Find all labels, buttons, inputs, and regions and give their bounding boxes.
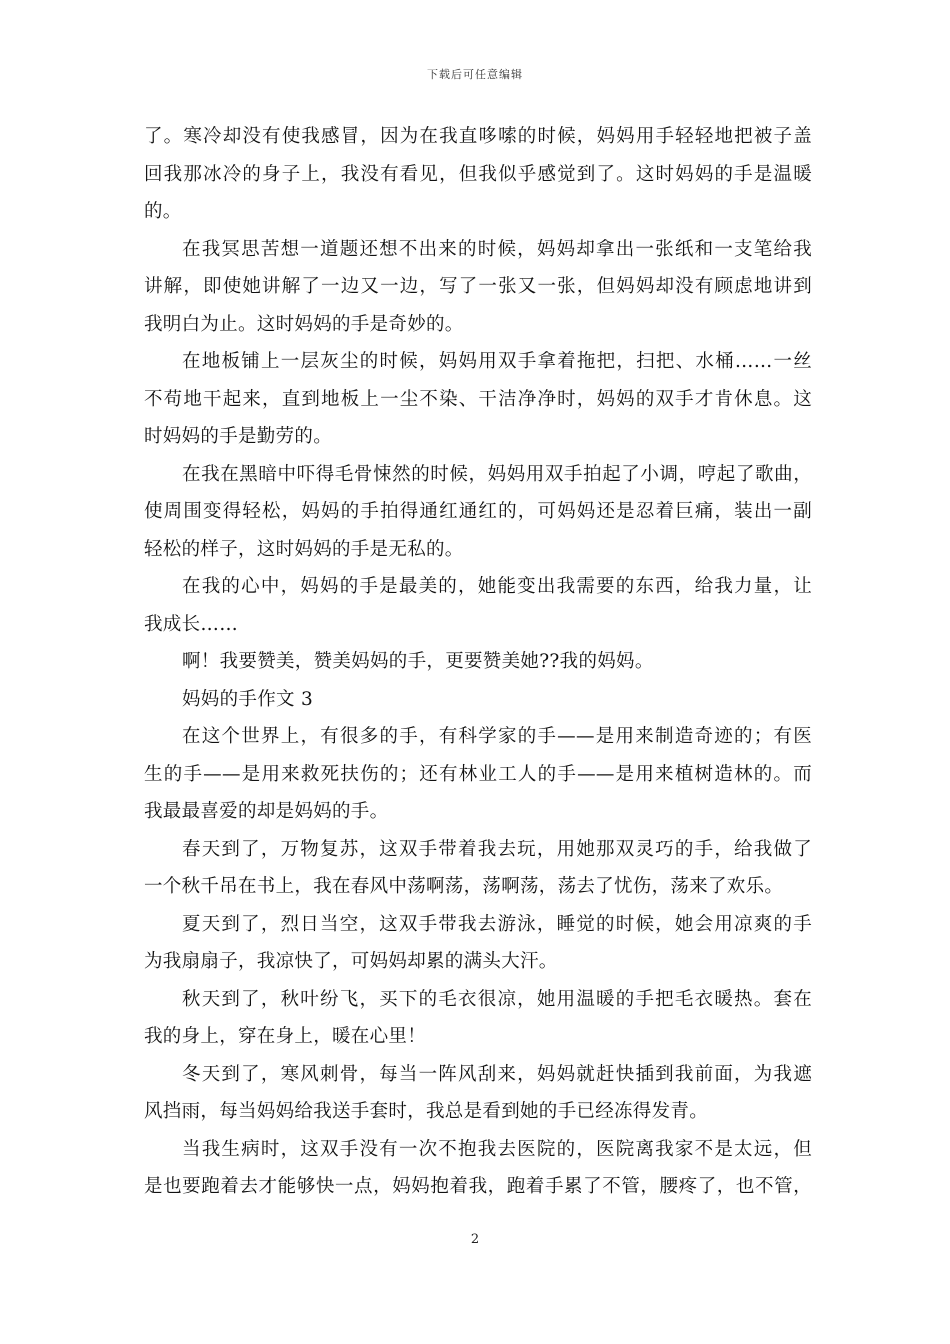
- text-line: 了。寒冷却没有使我感冒，因为在我直哆嗦的时候，妈妈用手轻轻地把被子盖: [144, 126, 812, 147]
- text-line: 讲解，即使她讲解了一边又一边，写了一张又一张，但妈妈却没有顾虑地讲到: [144, 276, 812, 297]
- text-line: 一个秋千吊在书上，我在春风中荡啊荡，荡啊荡，荡去了忧伤，荡来了欢乐。: [144, 876, 784, 897]
- text-line: 在这个世界上，有很多的手，有科学家的手——是用来制造奇迹的；有医: [182, 726, 812, 747]
- text-line: 时妈妈的手是勤劳的。: [144, 426, 333, 447]
- text-line: 回我那冰冷的身子上，我没有看见，但我似乎感觉到了。这时妈妈的手是温暖: [144, 163, 812, 185]
- text-line: 使周围变得轻松，妈妈的手拍得通红通红的，可妈妈还是忍着巨痛，装出一副: [144, 501, 812, 522]
- document-body: [144, 118, 812, 1206]
- text-line: 在地板铺上一层灰尘的时候，妈妈用双手拿着拖把，扫把、水桶……一丝: [182, 351, 812, 372]
- text-line: 啊！我要赞美，赞美妈妈的手，更要赞美她??我的妈妈。: [182, 651, 654, 672]
- text-line: 我的身上，穿在身上，暖在心里！: [144, 1026, 427, 1047]
- text-line: 我最最喜爱的却是妈妈的手。: [144, 801, 389, 822]
- text-line: 为我扇扇子，我凉快了，可妈妈却累的满头大汗。: [144, 951, 558, 972]
- text-line: 在我冥思苦想一道题还想不出来的时候，妈妈却拿出一张纸和一支笔给我: [182, 238, 812, 260]
- text-line: 生的手——是用来救死扶伤的；还有林业工人的手——是用来植树造林的。而: [144, 763, 812, 785]
- text-line: 夏天到了，烈日当空，这双手带我去游泳，睡觉的时候，她会用凉爽的手: [182, 913, 812, 935]
- text-line: 不苟地干起来，直到地板上一尘不染、干洁净净时，妈妈的双手才肯休息。这: [144, 388, 812, 410]
- text-line: 轻松的样子，这时妈妈的手是无私的。: [144, 538, 464, 560]
- page-number: 2: [470, 1232, 480, 1247]
- section-title: 妈妈的手作文 3: [182, 688, 314, 710]
- text-line: 是也要跑着去才能够快一点，妈妈抱着我，跑着手累了不管，腰疼了，也不管，: [144, 1176, 812, 1197]
- text-line: 冬天到了，寒风刺骨，每当一阵风刮来，妈妈就赶快插到我前面，为我遮: [182, 1063, 812, 1085]
- text-line: 我成长……: [144, 613, 239, 635]
- text-line: 在我的心中，妈妈的手是最美的，她能变出我需要的东西，给我力量，让: [182, 576, 812, 597]
- text-line: 风挡雨，每当妈妈给我送手套时，我总是看到她的手已经冻得发青。: [144, 1101, 709, 1122]
- text-line: 当我生病时，这双手没有一次不抱我去医院的，医院离我家不是太远，但: [182, 1138, 812, 1160]
- page-header: 下载后可任意编辑: [427, 68, 523, 81]
- text-line: 秋天到了，秋叶纷飞，买下的毛衣很凉，她用温暖的手把毛衣暖热。套在: [182, 988, 812, 1010]
- text-line: 我明白为止。这时妈妈的手是奇妙的。: [144, 313, 464, 335]
- text-line: 的。: [144, 201, 182, 222]
- text-line: 春天到了，万物复苏，这双手带着我去玩，用她那双灵巧的手，给我做了: [182, 838, 812, 860]
- text-line: 在我在黑暗中吓得毛骨悚然的时候，妈妈用双手拍起了小调，哼起了歌曲，: [182, 463, 812, 485]
